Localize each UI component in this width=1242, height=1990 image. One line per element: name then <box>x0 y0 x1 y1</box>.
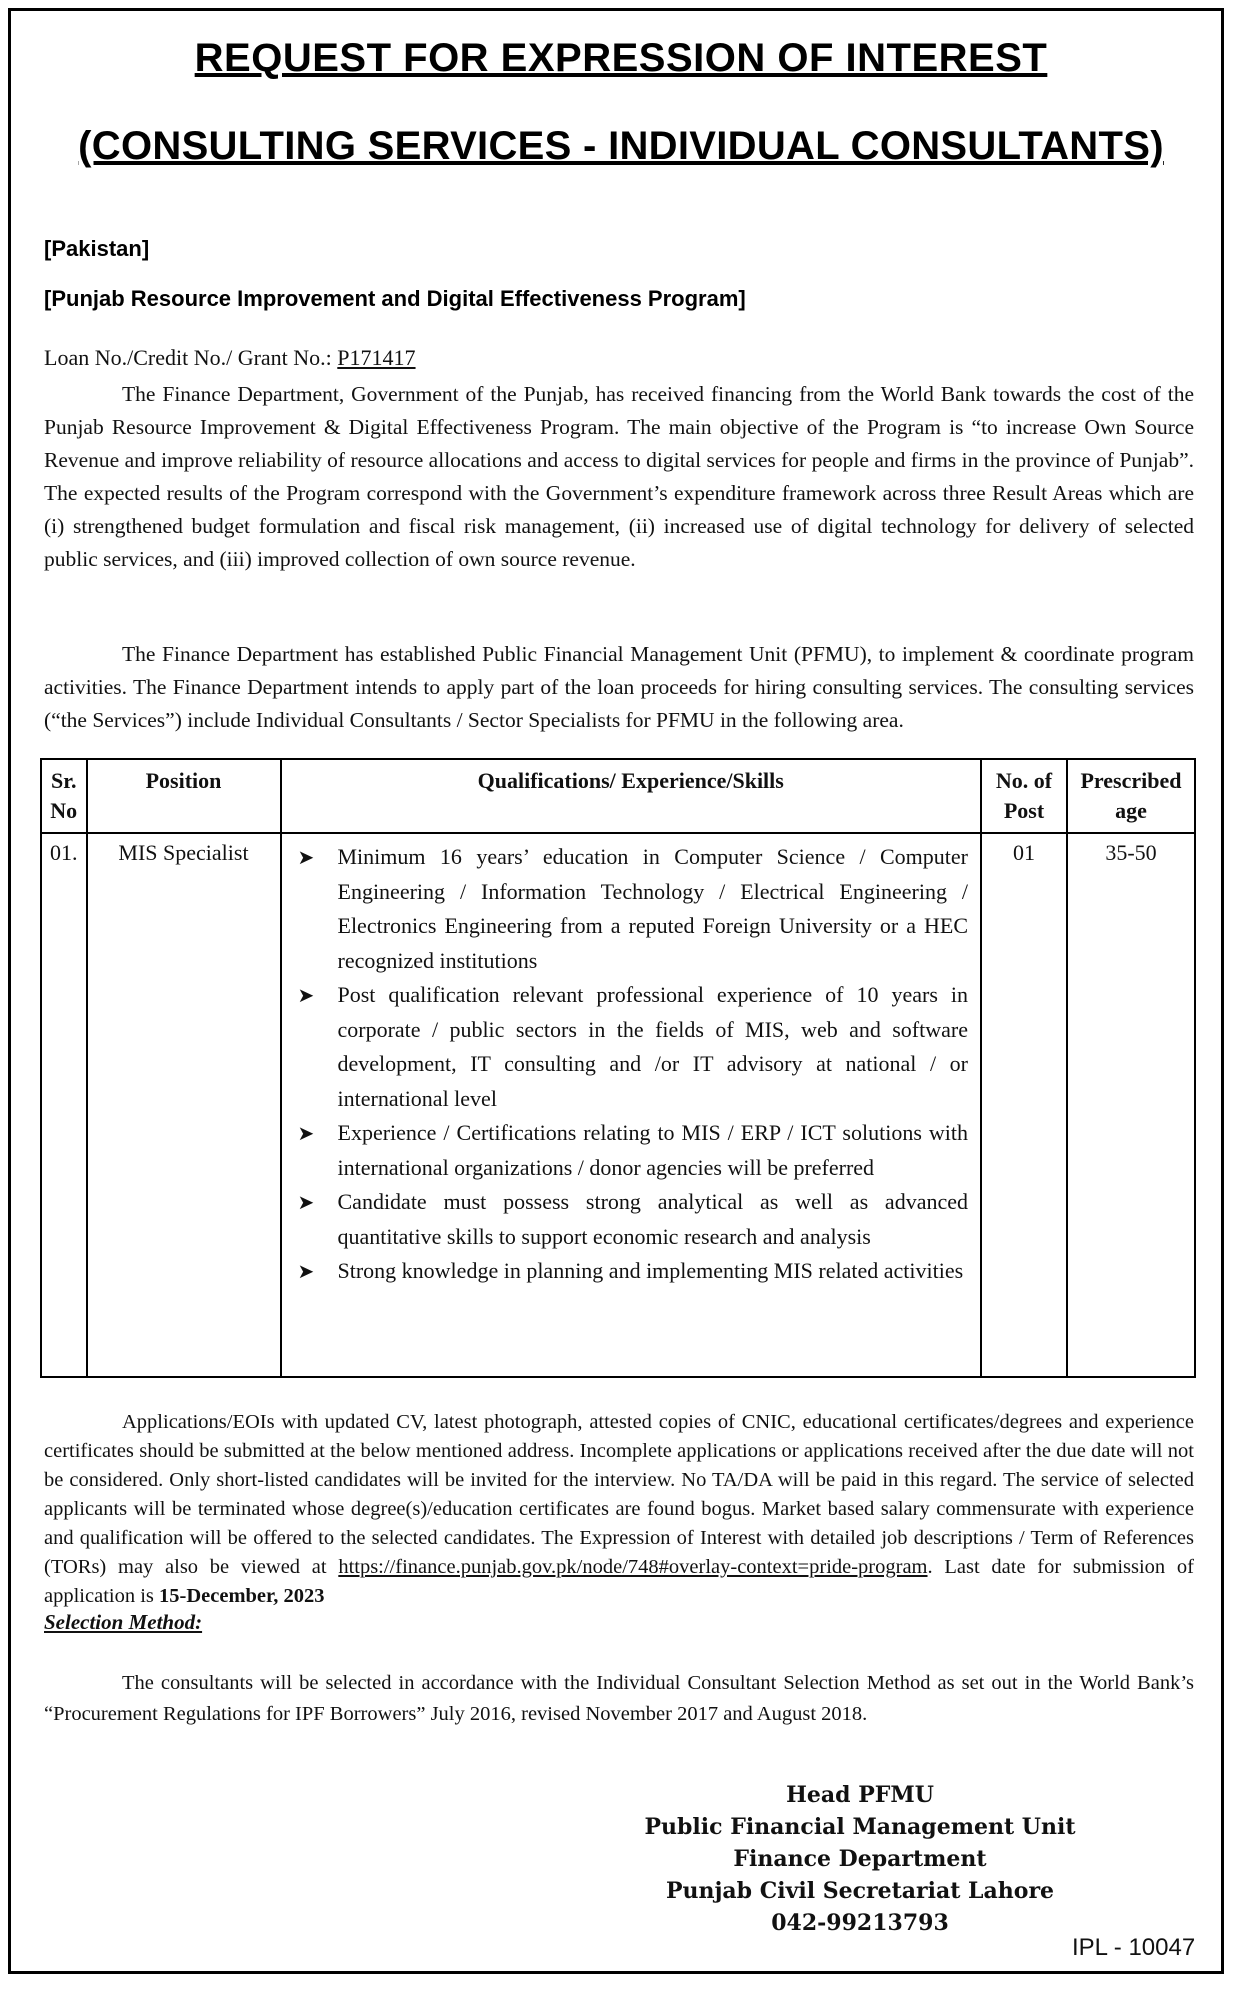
list-item-text: Experience / Certifications relating to MIS / ERP / ICT solutions with international organizations / donor agencies will be preferred <box>337 1120 968 1180</box>
country-label: [Pakistan] <box>44 236 150 261</box>
applications-paragraph <box>44 1408 1194 1611</box>
signature-address: Punjab Civil Secretariat Lahore <box>665 1878 1055 1904</box>
signature-phone: 042-99213793 <box>771 1910 949 1936</box>
header-no-of-post: No. of Post <box>981 759 1067 833</box>
applications-text: Applications/EOIs with updated CV, latest photograph, attested copies of CNIC, educational certificates/degrees and experience certificates should be submitted at the below mentioned address. Incomplete applications or applications received after the due date will not be considered. Only short-listed candidates will be invited for the interview. No TA/DA will be paid in this regard. The service of selected applicants will be terminated whose degree(s)/education certificates are found bogus. Market based salary commensurate with experience and qualification will be offered to the selected candidates. The Expression of Interest with detailed job descriptions / Term of References (TORs) may also be viewed at <box>44 1411 1194 1578</box>
page-title: REQUEST FOR EXPRESSION OF INTEREST <box>194 36 1048 80</box>
arrowhead-bullet-icon: ➤ <box>297 1259 315 1283</box>
submission-deadline: 15-December, 2023 <box>159 1585 325 1607</box>
cell-no-of-post: 01 <box>981 833 1067 1377</box>
loan-number: P171417 <box>337 345 416 370</box>
list-item <box>290 1254 969 1289</box>
signature-department: Finance Department <box>733 1846 987 1872</box>
table-header-row <box>41 759 1195 833</box>
applications-text-after: . Last date for submission of application is <box>44 1556 1194 1607</box>
header-sr-no: Sr. No <box>41 759 87 833</box>
list-item-text: Candidate must possess strong analytical as well as advanced quantitative skills to support economic research and analysis <box>337 1189 968 1249</box>
intro-paragraph: The Finance Department, Government of the Punjab, has received financing from the World Bank towards the cost of the Punjab Resource Improvement & Digital Effectiveness Program. The main objective of the Program is “to increase Own Source Revenue and improve reliability of resource allocations and access to digital services for people and firms in the province of Punjab”. The expected results of the Program correspond with the Government’s expenditure framework across three Result Areas which are (i) strengthened budget formulation and fiscal risk management, (ii) increased use of digital technology for delivery of selected public services, and (iii) improved collection of own source revenue. <box>44 382 1194 571</box>
header-prescribed-age: Prescribed age <box>1067 759 1195 833</box>
loan-label: Loan No./Credit No./ Grant No.: <box>44 345 338 370</box>
list-item-text: Minimum 16 years’ education in Computer Science / Computer Engineering / Information Technology / Electrical Engineering / Electronics Engineering from a reputed Foreign University or a HEC recognized institutions <box>337 844 968 973</box>
arrowhead-bullet-icon: ➤ <box>297 983 315 1007</box>
cell-prescribed-age: 35-50 <box>1067 833 1195 1377</box>
signature-title: Head PFMU <box>786 1782 934 1808</box>
cell-qualifications <box>281 833 982 1377</box>
list-item-text: Strong knowledge in planning and implementing MIS related activities <box>337 1258 964 1283</box>
header-position: Position <box>87 759 281 833</box>
arrowhead-bullet-icon: ➤ <box>297 1190 315 1214</box>
list-item <box>290 1116 969 1185</box>
positions-table <box>40 758 1196 1378</box>
list-item <box>290 840 969 978</box>
arrowhead-bullet-icon: ➤ <box>297 1121 315 1145</box>
signature-unit: Public Financial Management Unit <box>644 1814 1076 1840</box>
selection-method-paragraph: The consultants will be selected in accordance with the Individual Consultant Selection Method as set out in the World Bank’s “Procurement Regulations for IPF Borrowers” July 2016, revised November 2017 and August 2018. <box>44 1672 1194 1725</box>
loan-number-line <box>44 345 416 371</box>
list-item <box>290 978 969 1116</box>
header-qualifications: Qualifications/ Experience/Skills <box>281 759 982 833</box>
selection-method-heading: Selection Method: <box>44 1610 203 1634</box>
list-item <box>290 1185 969 1254</box>
pfmu-paragraph: The Finance Department has established Public Financial Management Unit (PFMU), to implement & coordinate program activities. The Finance Department intends to apply part of the loan proceeds for hiring consulting services. The consulting services (“the Services”) include Individual Consultants / Sector Specialists for PFMU in the following area. <box>44 642 1194 732</box>
qualifications-list <box>290 840 973 1289</box>
ipl-number: IPL - 10047 <box>1072 1934 1196 1961</box>
list-item-text: Post qualification relevant professional experience of 10 years in corporate / public sectors in the fields of MIS, web and software development, IT consulting and /or IT advisory at national / or international level <box>337 982 968 1111</box>
table-row <box>41 833 1195 1377</box>
arrowhead-bullet-icon: ➤ <box>297 845 315 869</box>
cell-sr-no: 01. <box>41 833 87 1377</box>
page-subtitle: (CONSULTING SERVICES - INDIVIDUAL CONSULTANTS) <box>78 124 1164 168</box>
program-label: [Punjab Resource Improvement and Digital Effectiveness Program] <box>44 286 746 311</box>
tor-link[interactable]: https://finance.punjab.gov.pk/node/748#overlay-context=pride-program <box>338 1556 928 1578</box>
cell-position: MIS Specialist <box>87 833 281 1377</box>
